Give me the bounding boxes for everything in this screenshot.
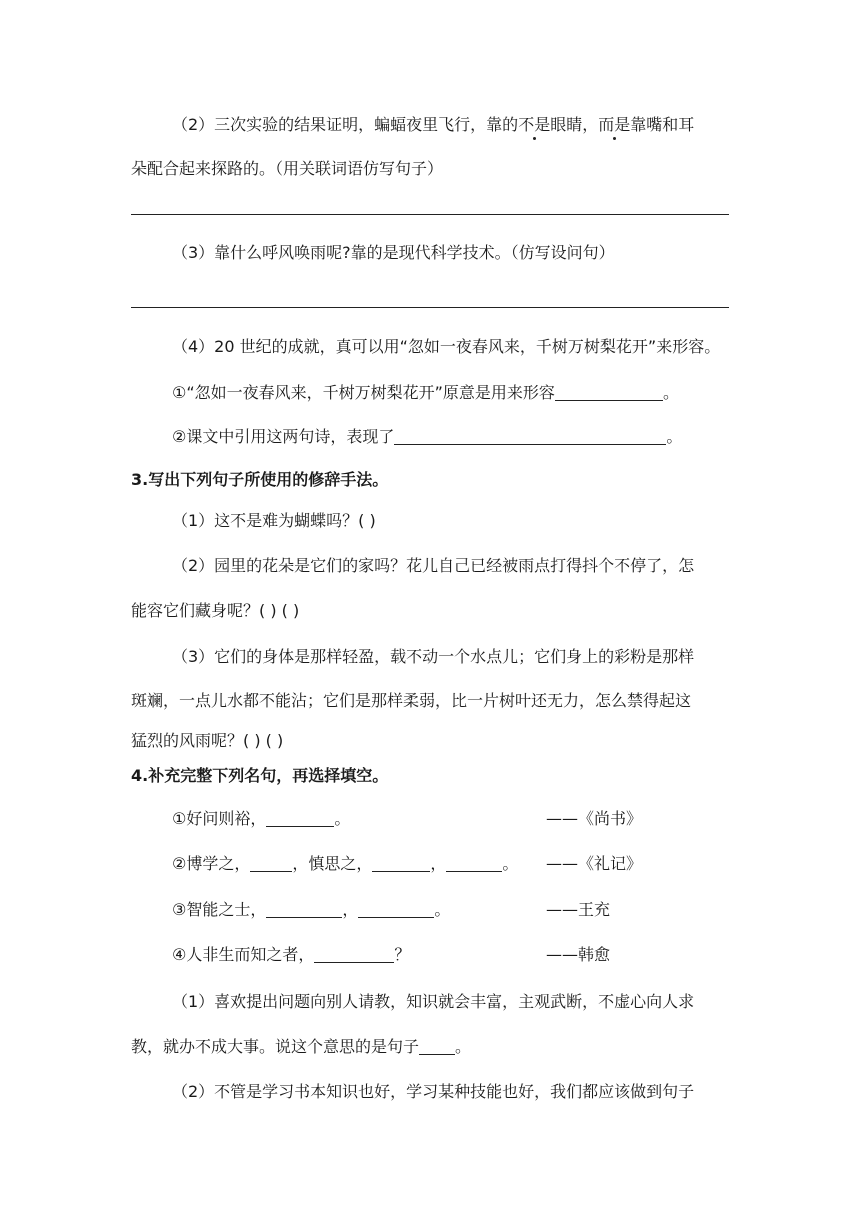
q3-item1: （1）这不是难为蝴蝶吗？( ) bbox=[172, 511, 376, 530]
emphasis-bu-shi: 不是 bbox=[518, 115, 551, 134]
q3-item3-line1: （3）它们的身体是那样轻盈，载不动一个水点儿；它们身上的彩粉是那样 bbox=[172, 647, 695, 666]
q2-4-sub1: ①“忽如一夜春风来，千树万树梨花开”原意是用来形容 。 bbox=[172, 383, 679, 402]
q2-4-sub2: ②课文中引用这两句诗，表现了 。 bbox=[172, 427, 683, 446]
blank-p1[interactable] bbox=[419, 1038, 455, 1055]
q2-2-line1 bbox=[172, 114, 694, 136]
q4-p1-line1: （1）喜欢提出问题向别人请教，知识就会丰富，主观武断，不虚心向人求 bbox=[172, 992, 695, 1011]
q3-item2-line2: 能容它们藏身呢？( ) ( ) bbox=[131, 601, 300, 620]
q3-heading: 3.写出下列句子所使用的修辞手法。 bbox=[131, 470, 389, 489]
answer-line-q2-2[interactable] bbox=[131, 214, 729, 215]
q4-row2-source: ——《礼记》 bbox=[546, 854, 643, 873]
q3-item3-line2: 斑斓，一点儿水都不能沾；它们是那样柔弱，比一片树叶还无力，怎么禁得起这 bbox=[131, 691, 692, 710]
q2-2-text-a: （2）三次实验的结果证明，蝙蝠夜里飞行，靠的 bbox=[172, 115, 519, 134]
q2-2-text-c: 靠嘴和耳 bbox=[630, 115, 695, 134]
blank-r3-2[interactable] bbox=[358, 901, 434, 918]
q4-row2: ②博学之， ，慎思之， ， 。 bbox=[172, 854, 519, 873]
q2-4-title: （4）20 世纪的成就，真可以用“忽如一夜春风来，千树万树梨花开”来形容。 bbox=[172, 337, 721, 356]
blank-r1[interactable] bbox=[266, 810, 334, 827]
q2-3-line: （3）靠什么呼风唤雨呢?靠的是现代科学技术。（仿写设问句） bbox=[172, 243, 615, 262]
answer-line-q2-3[interactable] bbox=[131, 307, 729, 308]
blank-q2-4-2[interactable] bbox=[394, 428, 666, 445]
q4-row3: ③智能之士， ， 。 bbox=[172, 900, 451, 919]
q2-2-line2: 朵配合起来探路的。（用关联词语仿写句子） bbox=[131, 159, 444, 178]
blank-r3-1[interactable] bbox=[266, 901, 342, 918]
q4-row4: ④人非生而知之者， ？ bbox=[172, 945, 411, 964]
blank-r4[interactable] bbox=[314, 946, 394, 963]
q4-p1-line2: 教，就办不成大事。说这个意思的是句子 。 bbox=[131, 1037, 472, 1056]
q3-item2-line1: （2）园里的花朵是它们的家吗？花儿自己已经被雨点打得抖个不停了，怎 bbox=[172, 556, 695, 575]
blank-r2-2[interactable] bbox=[372, 855, 430, 872]
q2-2-text-b: 眼睛， bbox=[550, 115, 599, 134]
blank-q2-4-1[interactable] bbox=[555, 384, 663, 401]
blank-r2-3[interactable] bbox=[446, 855, 502, 872]
q3-item3-line3: 猛烈的风雨呢？( ) ( ) bbox=[131, 731, 284, 750]
emphasis-er-shi: 而是 bbox=[598, 115, 631, 134]
q4-row1-source: ——《尚书》 bbox=[546, 809, 643, 828]
q4-row1: ①好问则裕， 。 bbox=[172, 809, 351, 828]
q4-heading: 4.补充完整下列名句，再选择填空。 bbox=[131, 766, 389, 785]
q4-row3-source: ——王充 bbox=[546, 900, 611, 919]
q4-p2-line1: （2）不管是学习书本知识也好，学习某种技能也好，我们都应该做到句子 bbox=[172, 1082, 695, 1101]
q4-row4-source: ——韩愈 bbox=[546, 945, 611, 964]
blank-r2-1[interactable] bbox=[250, 855, 292, 872]
